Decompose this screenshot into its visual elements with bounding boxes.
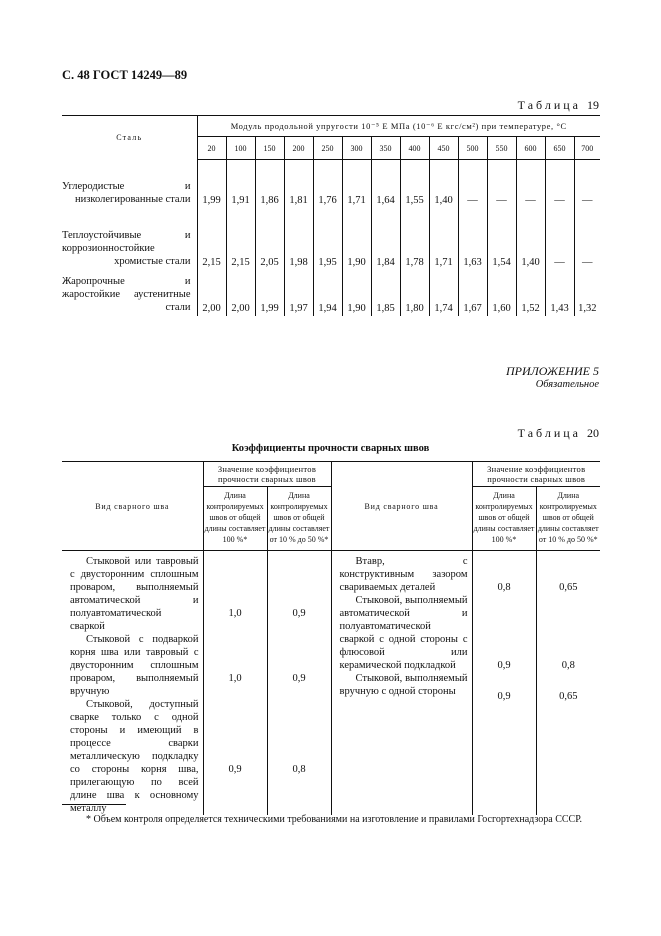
seam-descriptions-right [331, 551, 472, 816]
table-20-caption [518, 426, 599, 441]
coefficient-value: 1,0 [228, 608, 242, 619]
modulus-value: 1,99 [255, 270, 284, 316]
appendix-status: Обязательное [535, 379, 599, 390]
seam-description: Втавр, с конструктивным зазором свариваемых деталей [339, 556, 468, 593]
modulus-value: 2,15 [197, 208, 226, 270]
modulus-value: 1,76 [313, 160, 342, 209]
modulus-value: — [458, 160, 487, 209]
coefficient-value: 0,9 [497, 691, 511, 702]
modulus-table [62, 115, 600, 316]
modulus-value: 1,52 [516, 270, 545, 316]
modulus-value: — [516, 160, 545, 209]
coefficient-header: Значение коэффициентов прочности сварных швов [203, 462, 331, 487]
table-20-caption-number: 20 [587, 426, 599, 440]
modulus-value: — [574, 208, 600, 270]
appendix-heading [506, 364, 599, 392]
modulus-value: 2,05 [255, 208, 284, 270]
modulus-value: 1,74 [429, 270, 458, 316]
modulus-value: 1,81 [284, 160, 313, 209]
temperature-header: 250 [313, 137, 342, 160]
table-19-caption [518, 98, 599, 113]
seam-description: Стыковой или тавровый с двусторонним сплошным проваром, выполняемый автоматической и полуавтоматической сваркой [70, 556, 199, 632]
footnote-divider [62, 804, 126, 805]
modulus-value: 1,94 [313, 270, 342, 316]
coefficient-value: 0,8 [561, 660, 575, 671]
modulus-value: 1,84 [371, 208, 400, 270]
temperature-header: 700 [574, 137, 600, 160]
control-100-header: Длина контролируемых швов от общей длины составляет 100 %* [203, 487, 267, 551]
appendix-title: ПРИЛОЖЕНИЕ 5 [506, 364, 599, 378]
weld-coefficient-table [62, 461, 600, 815]
table-19-caption-number: 19 [587, 98, 599, 112]
coefficient-value: 0,9 [228, 764, 242, 775]
coefficient-header: Значение коэффициентов прочности сварных швов [472, 462, 600, 487]
modulus-value: 1,98 [284, 208, 313, 270]
coefficient-value: 0,8 [497, 582, 511, 593]
temperature-header: 400 [400, 137, 429, 160]
modulus-value: 1,91 [226, 160, 255, 209]
coefficient-value: 0,9 [292, 673, 306, 684]
seam-description: Стыковой, выполняемый вручную с одной стороны [339, 673, 468, 697]
temperature-header: 650 [545, 137, 574, 160]
modulus-column-header: Модуль продольной упругости 10⁻⁵ E МПа (10⁻⁶ E кгс/см²) при температуре, °С [197, 116, 600, 137]
modulus-value: 1,67 [458, 270, 487, 316]
modulus-value: 1,64 [371, 160, 400, 209]
modulus-value: 1,78 [400, 208, 429, 270]
coefficient-value: 0,9 [292, 608, 306, 619]
steel-column-header: Сталь [62, 116, 197, 160]
seam-type-header: Вид сварного шва [331, 462, 472, 551]
modulus-value: 2,00 [197, 270, 226, 316]
modulus-value: 1,32 [574, 270, 600, 316]
modulus-value: 1,63 [458, 208, 487, 270]
seam-type-header: Вид сварного шва [62, 462, 203, 551]
coefficient-value: 1,0 [228, 673, 242, 684]
modulus-value: 1,95 [313, 208, 342, 270]
steel-name: Теплоустойчивые и коррозионностойкие хромистые стали [62, 230, 191, 267]
modulus-value: 1,71 [429, 208, 458, 270]
steel-name: Углеродистые и низколегированные стали [62, 181, 191, 205]
seam-descriptions-left [62, 551, 203, 816]
table-20-caption-label: Таблица [517, 426, 581, 440]
seam-description: Стыковой с подваркой корня шва или тавровый с двусторонним сплошным проваром, выполняемый вручную [70, 634, 199, 697]
temperature-header: 500 [458, 137, 487, 160]
table-row [62, 160, 600, 209]
coefficient-value: 0,8 [292, 764, 306, 775]
seam-description: Стыковой, выполняемый автоматической и полуавтоматической сваркой с одной стороны с флюсовой или керамической подкладкой [339, 595, 468, 671]
temperature-header: 300 [342, 137, 371, 160]
table-row [62, 551, 600, 816]
temperature-header: 20 [197, 137, 226, 160]
modulus-value: — [574, 160, 600, 209]
coefficient-column [203, 551, 267, 816]
modulus-value: — [545, 160, 574, 209]
modulus-value: 1,99 [197, 160, 226, 209]
temperature-header: 550 [487, 137, 516, 160]
modulus-value: 1,71 [342, 160, 371, 209]
modulus-value: 1,80 [400, 270, 429, 316]
temperature-header: 600 [516, 137, 545, 160]
footnote: * Объем контроля определяется техническими требованиями на изготовление и правилами Госгортехнадзора СССР. [86, 814, 583, 825]
coefficient-column [472, 551, 536, 816]
table-row [62, 208, 600, 270]
modulus-value: 1,43 [545, 270, 574, 316]
modulus-value: 1,90 [342, 270, 371, 316]
steel-name: Жаропрочные и жаростойкие аустенитные стали [62, 276, 191, 313]
temperature-header: 450 [429, 137, 458, 160]
modulus-value: 1,97 [284, 270, 313, 316]
modulus-value: 1,60 [487, 270, 516, 316]
temperature-header: 100 [226, 137, 255, 160]
table-row [62, 270, 600, 316]
modulus-value: 1,54 [487, 208, 516, 270]
modulus-value: 1,90 [342, 208, 371, 270]
coefficient-column [267, 551, 331, 816]
modulus-value: 2,15 [226, 208, 255, 270]
table-19-caption-label: Таблица [517, 98, 581, 112]
modulus-value: 1,55 [400, 160, 429, 209]
control-10-50-header: Длина контролируемых швов от общей длины составляет от 10 % до 50 %* [267, 487, 331, 551]
temperature-header: 350 [371, 137, 400, 160]
seam-description: Стыковой, доступный сварке только с одной стороны и имеющий в процессе сварки металлическую подкладку со стороны корня шва, прилегающую по всей длине шва к основному металлу [70, 699, 199, 814]
coefficient-value: 0,9 [497, 660, 511, 671]
modulus-value: 2,00 [226, 270, 255, 316]
control-10-50-header: Длина контролируемых швов от общей длины составляет от 10 % до 50 %* [536, 487, 600, 551]
temperature-header: 200 [284, 137, 313, 160]
coefficient-value: 0,65 [559, 691, 578, 702]
table-20-title: Коэффициенты прочности сварных швов [231, 443, 430, 454]
temperature-header: 150 [255, 137, 284, 160]
coefficient-value: 0,65 [559, 582, 578, 593]
page-header: С. 48 ГОСТ 14249—89 [62, 68, 188, 82]
modulus-value: 1,86 [255, 160, 284, 209]
modulus-value: — [545, 208, 574, 270]
modulus-value: 1,40 [516, 208, 545, 270]
control-100-header: Длина контролируемых швов от общей длины составляет 100 %* [472, 487, 536, 551]
modulus-value: — [487, 160, 516, 209]
modulus-value: 1,40 [429, 160, 458, 209]
coefficient-column [536, 551, 600, 816]
modulus-value: 1,85 [371, 270, 400, 316]
